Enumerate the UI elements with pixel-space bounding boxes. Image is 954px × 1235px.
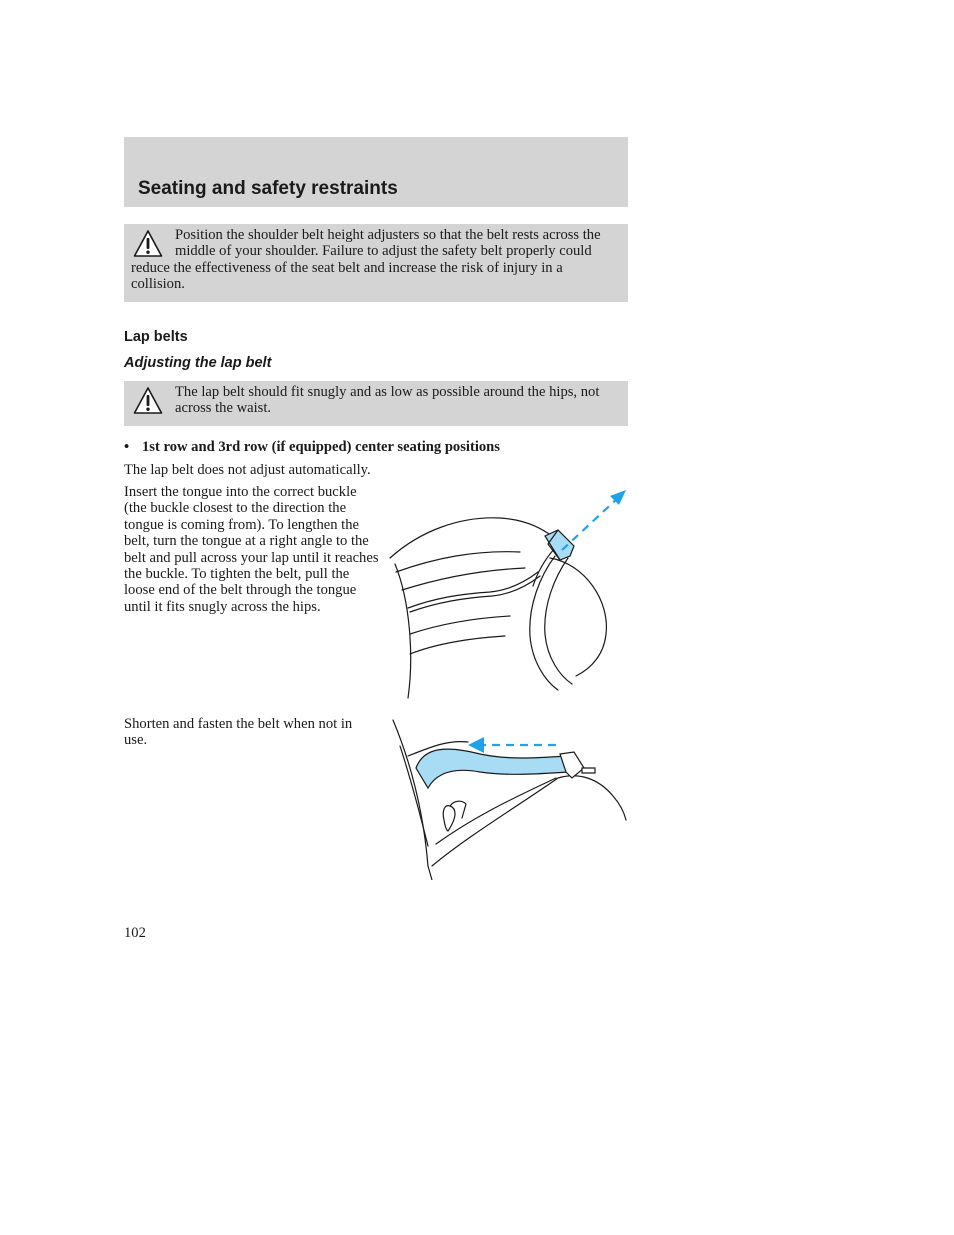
bullet-symbol: • (124, 439, 130, 455)
arrow-head-icon (610, 490, 626, 505)
warning-box-shoulder-belt (124, 224, 628, 302)
warning-triangle-icon (133, 229, 163, 259)
paragraph-shorten-belt: Shorten and fasten the belt when not in use. (124, 716, 353, 749)
section-title: Seating and safety restraints (138, 178, 398, 199)
page-number: 102 (124, 925, 146, 941)
paragraph-insert-tongue: Insert the tongue into the correct buckle (the buckle closest to the direction the tongue is coming from). To lengthen the belt, turn the tongue at a right angle to the belt and pull across your lap until it reaches the buckle. To tighten the belt, pull the loose end of the belt through the tongue until it fits snugly across the hips. (124, 484, 379, 615)
warning-text: The lap belt should fit snugly and as low as possible around the hips, not across the waist. (175, 384, 600, 417)
arrow-head-icon (468, 737, 484, 753)
heading-lap-belts: Lap belts (124, 329, 188, 345)
bullet-item-center-seating (124, 439, 500, 456)
paragraph-no-auto-adjust: The lap belt does not adjust automatically. (124, 462, 371, 478)
heading-adjusting-lap-belt: Adjusting the lap belt (124, 355, 272, 371)
illustration-lap-belt-lengthen (380, 486, 630, 700)
bullet-text: 1st row and 3rd row (if equipped) center seating positions (142, 439, 500, 455)
warning-triangle-icon (133, 386, 163, 416)
warning-box-lap-belt (124, 381, 628, 426)
warning-text: Position the shoulder belt height adjusters so that the belt rests across the middle of your shoulder. Failure to adjust the safety belt properly could reduce the effectiveness of the seat belt and increase the risk of injury in a collision. (131, 227, 601, 293)
illustration-lap-belt-shorten (388, 716, 630, 880)
